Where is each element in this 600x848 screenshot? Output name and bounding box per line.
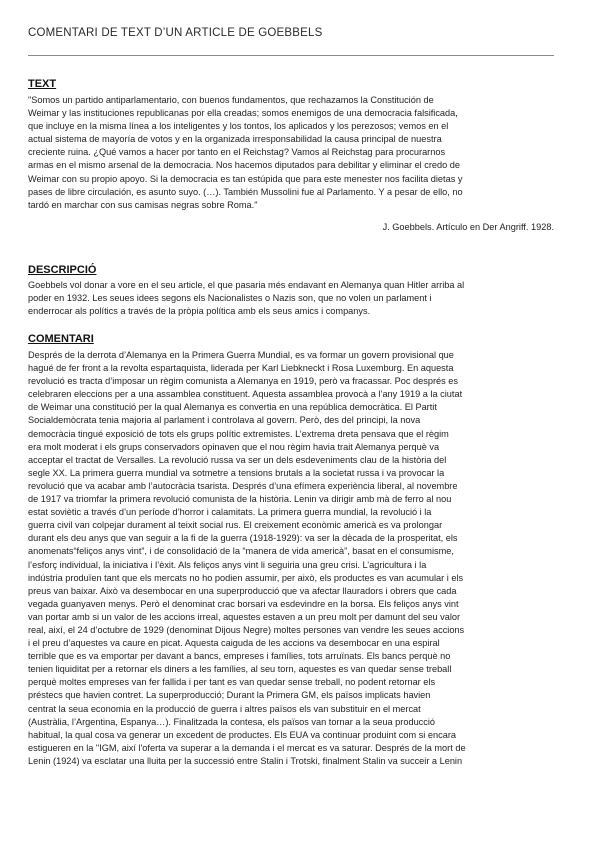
text-line: actual sistema de mayoría de votos y en la organizada irresponsabilidad la causa principal de nuestra bbox=[28, 134, 442, 145]
text-line: real, així, el 24 d’octubre de 1929 (denominat Dijous Negre) moltes persones van vendre les seues accions bbox=[28, 624, 465, 635]
quoted-text-paragraph bbox=[28, 94, 556, 212]
text-section-heading: TEXT bbox=[28, 78, 57, 90]
description-section-heading: DESCRIPCIÓ bbox=[28, 264, 97, 276]
comment-paragraph bbox=[28, 349, 556, 768]
text-line: préstecs que havien contret. La superproducció; Durant la Primera GM, els països implicats havien bbox=[28, 690, 431, 701]
text-line: anomenats“feliços anys vint”, i de consolidació de la “manera de vida americà”, basat en el consumisme, bbox=[28, 546, 454, 557]
text-line: de 1917 va triomfar la primera revolució comunista de la història. Lenin va dirigir amb mà de ferro al nou bbox=[28, 494, 452, 505]
text-line: estigueren en la "IGM, així l'oferta va superar a la demanda i el mercat es va saturar. Després de la mort de bbox=[28, 742, 466, 753]
text-line: centrat la seua economia en la producció de guerra i altres països els van substituir en el mercat bbox=[28, 703, 421, 714]
document-header-title: COMENTARI DE TEXT D’UN ARTICLE DE GOEBBELS bbox=[28, 27, 323, 39]
description-paragraph bbox=[28, 279, 556, 318]
comment-section-heading: COMENTARI bbox=[28, 333, 94, 345]
text-line: "Somos un partido antiparlamentario, con buenos fundamentos, que rechazamos la Constitución de bbox=[28, 95, 434, 105]
text-line: segle XX. La primera guerra mundial va sotmetre a tensions brutals a la societat russa i va provocar la bbox=[28, 467, 445, 478]
text-line: revolució es tracta d’imposar un règim comunista a Alemanya en 1919, però va fracassar. Poc després es bbox=[28, 376, 458, 387]
text-line: hagué de fer front a la revolta espartaquista, liderada per Karl Liebkneckt i Rosa Luxemburg. En aquesta bbox=[28, 363, 454, 374]
text-line: van portar amb si un valor de les accions irreal, aquestes estaven a un preu molt per damunt del seu valor bbox=[28, 611, 461, 622]
text-line: Weimar y las instituciones republicanas por ella creadas; somos enemigos de una democracia falsificada, bbox=[28, 108, 458, 119]
text-line: Després de la derrota d’Alemanya en la Primera Guerra Mundial, es va formar un govern provisional que bbox=[28, 350, 454, 360]
text-line: revolució que va acabar amb l’autocràcia tsarista. Després d’una efímera experiència liberal, al novembre bbox=[28, 480, 458, 491]
text-line: era molt moderat i els grups conservadors opinaven que el nou règim havia trait Alemanya perquè va bbox=[28, 441, 440, 452]
text-line: enderrocar als polítics a través de la pròpia política amb els seus amics i companys. bbox=[28, 306, 371, 317]
header-divider bbox=[28, 55, 554, 56]
text-line: durant els deu anys que van seguir a la fi de la guerra (1918-1929): va ser la dècada de la prosperitat, els bbox=[28, 533, 458, 544]
text-line: habitual, la qual cosa va generar un excedent de productes. Els EUA va continuar produint com si encara bbox=[28, 729, 456, 740]
text-line: (Austràlia, l’Argentina, Espanya…). Finalitzada la contesa, els països van tornar a la seua producció bbox=[28, 716, 436, 727]
text-line: indústria produïen tant que els mercats no ho podien assumir, per això, els productes es van acumular i els bbox=[28, 572, 464, 583]
text-line: acceptar el tractat de Versalles. La revolució russa va ser un dels esdeveniments clau de la història del bbox=[28, 454, 447, 465]
text-line: guerra civil van colpejar durament al teixit social rus. El creixement econòmic americà es va prolongar bbox=[28, 520, 443, 531]
text-line: creciente ruina. ¿Qué vamos a hacer por tanto en el Reichstag? Vamos al Reichstag para procurarnos bbox=[28, 147, 446, 158]
text-line: poder en 1932. Les seues idees segons els Nacionalistes o Nazis son, que no volen un parlament i bbox=[28, 293, 432, 304]
text-line: terrible que es va emportar per davant a bancs, empreses i famílies, tots arruïnats. Els bancs perquè no bbox=[28, 651, 451, 662]
text-line: que incluye en la misma línea a los inteligentes y los tontos, los aplicados y los perezosos; vemos en el bbox=[28, 121, 449, 132]
text-line: de Weimar una constitució per la qual Alemanya es convertia en una república democràtica. El Partit bbox=[28, 402, 437, 413]
text-line: estat soviètic a través d’un període d’horror i calamitats. La primera guerra mundial, la revolució i la bbox=[28, 507, 432, 518]
text-line: Socialdemòcrata tenia majoria al parlament i controlava al govern. Però, des del principi, la nova bbox=[28, 415, 421, 426]
text-line: tenien liquiditat per a retornar els diners a les famílies, al seu torn, aquestes es van quedar sense treball bbox=[28, 664, 452, 675]
text-line: vegada guanyaven menys. Però el denominat crac borsari va esdevindre en la borsa. Els feliços anys vint bbox=[28, 598, 459, 609]
text-line: perquè moltes empreses van fer fallida i per tant es van quedar sense treball, no podent retornar els bbox=[28, 677, 436, 688]
text-line: pases de libre circulación, es asunto suyo. (…). También Mussolini fue al Parlamento. Y a pesar de ello, no bbox=[28, 186, 463, 197]
text-line: Weimar con su propio apoyo. Si la democracia es tan estúpida que para este menester nos facilita dietas y bbox=[28, 173, 463, 184]
quote-attribution: J. Goebbels. Artículo en Der Angriff. 1928. bbox=[382, 222, 554, 232]
text-line: democràcia tingué exposició de tots els grups polític extremistes. L’extrema dreta pensava que el règim bbox=[28, 428, 449, 439]
text-line: Lenin (1924) va esclatar una lluita per la successió entre Stalin i Trotski, finalment Stalin va succeir a Lenin bbox=[28, 755, 463, 766]
text-line: i el preu d’aquestes va caure en picat. Aquesta caiguda de les accions va desembocar en una espiral bbox=[28, 638, 440, 649]
text-line: preus van baixar. Això va desembocar en una superproducció que va afectar llauradors i obrers que cada bbox=[28, 585, 457, 596]
text-line: tardó en marchar con sus camisas negras sobre Roma." bbox=[28, 199, 258, 210]
text-line: l’esforç individual, la iniciativa i l’èxit. Als feliços anys vint li seguiria una greu crisi. L’agricultura i la bbox=[28, 559, 427, 570]
text-line: Goebbels vol donar a vore en el seu article, el que pasaria més endavant en Alemanya quan Hitler arriba al bbox=[28, 280, 465, 290]
text-line: armas en el mismo arsenal de la democracia. Nos hacemos diputados para debilitar y eliminar el credo de bbox=[28, 160, 461, 171]
text-line: celebraren eleccions per a una assamblea constituent. Aquesta assamblea provocà a l’any 1919 a la ciutat bbox=[28, 389, 463, 400]
